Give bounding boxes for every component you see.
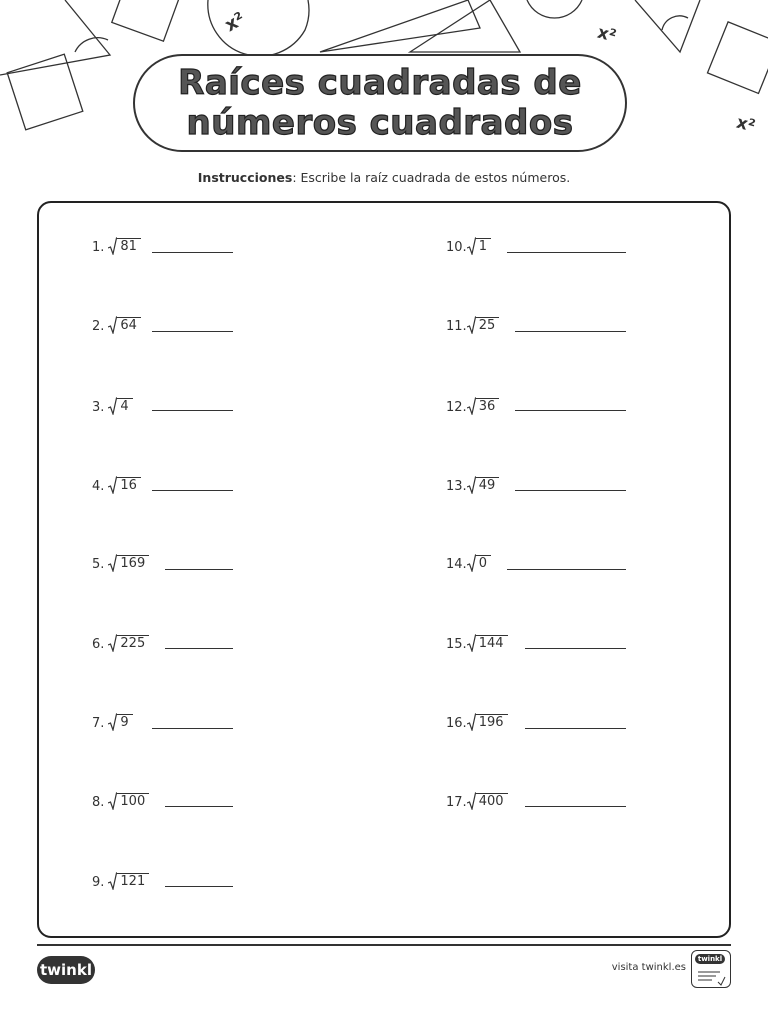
- question-item: [446, 632, 508, 652]
- answer-line[interactable]: [525, 728, 626, 729]
- radicand: 169: [117, 555, 149, 572]
- question-number: 11.: [446, 319, 467, 334]
- answer-line[interactable]: [165, 886, 233, 887]
- answer-line[interactable]: [507, 569, 626, 570]
- answer-line[interactable]: [152, 252, 233, 253]
- question-number: 2.: [92, 319, 105, 334]
- square-shape: [112, 0, 179, 41]
- square-root-icon: [467, 713, 508, 731]
- radicand: 225: [117, 635, 149, 652]
- question-item: [446, 790, 508, 810]
- question-number: 8.: [92, 795, 105, 810]
- radicand: 196: [476, 714, 508, 731]
- triangle-shape: [635, 0, 700, 52]
- radicand: 36: [476, 398, 500, 415]
- square-root-icon: [467, 237, 491, 255]
- circle-shape: [527, 0, 582, 18]
- radicand: 144: [476, 635, 508, 652]
- question-number: 15.: [446, 637, 467, 652]
- square-root-icon: [467, 316, 500, 334]
- radicand: 4: [117, 398, 132, 415]
- square-root-icon: [108, 237, 141, 255]
- title-banner: [133, 54, 627, 152]
- question-item: [92, 235, 141, 255]
- question-item: [92, 474, 141, 494]
- square-root-icon: [108, 554, 149, 572]
- square-root-icon: [108, 476, 141, 494]
- square-root-icon: [108, 397, 132, 415]
- quality-approved-badge-icon: [691, 950, 731, 988]
- radicand: 121: [117, 873, 149, 890]
- square-shape: [707, 22, 768, 94]
- question-item: [446, 235, 491, 255]
- radicand: 81: [117, 238, 141, 255]
- exponent-label: x²: [595, 22, 619, 47]
- radicand: 49: [476, 477, 500, 494]
- square-root-icon: [467, 634, 508, 652]
- answer-line[interactable]: [165, 806, 233, 807]
- square-root-icon: [467, 792, 508, 810]
- question-number: 14.: [446, 557, 467, 572]
- radicand: 16: [117, 477, 141, 494]
- answer-line[interactable]: [165, 569, 233, 570]
- question-number: 13.: [446, 479, 467, 494]
- answer-line[interactable]: [515, 410, 626, 411]
- square-root-icon: [467, 554, 491, 572]
- square-root-icon: [108, 713, 132, 731]
- answer-line[interactable]: [152, 728, 233, 729]
- question-number: 12.: [446, 400, 467, 415]
- answer-line[interactable]: [525, 806, 626, 807]
- twinkl-logo[interactable]: twinkl: [37, 956, 95, 984]
- page-title-line2: números cuadrados: [186, 103, 574, 143]
- question-number: 9.: [92, 875, 105, 890]
- square-root-icon: [108, 634, 149, 652]
- circle-arc-shape: [662, 16, 688, 30]
- radicand: 100: [117, 793, 149, 810]
- square-shape: [7, 54, 83, 130]
- question-number: 7.: [92, 716, 105, 731]
- radicand: 25: [476, 317, 500, 334]
- answer-line[interactable]: [165, 648, 233, 649]
- question-item: [92, 790, 149, 810]
- exponent-label: x²: [734, 112, 758, 137]
- radicand: 64: [117, 317, 141, 334]
- answer-line[interactable]: [515, 331, 626, 332]
- question-item: [446, 314, 499, 334]
- answer-line[interactable]: [152, 490, 233, 491]
- square-root-icon: [108, 316, 141, 334]
- radicand: 1: [476, 238, 491, 255]
- question-number: 1.: [92, 240, 105, 255]
- triangle-shape: [320, 0, 480, 52]
- exponent-label: x²: [221, 8, 249, 37]
- square-root-icon: [108, 792, 149, 810]
- visit-link[interactable]: visita twinkl.es: [611, 962, 686, 973]
- question-number: 16.: [446, 716, 467, 731]
- question-item: [92, 314, 141, 334]
- question-item: [446, 395, 499, 415]
- question-number: 10.: [446, 240, 467, 255]
- page-title-line1: Raíces cuadradas de: [178, 63, 582, 103]
- question-item: [92, 552, 149, 572]
- answer-line[interactable]: [515, 490, 626, 491]
- question-item: [446, 711, 508, 731]
- question-number: 3.: [92, 400, 105, 415]
- question-item: [92, 632, 149, 652]
- circle-shape: [208, 0, 309, 56]
- question-number: 4.: [92, 479, 105, 494]
- square-root-icon: [467, 397, 500, 415]
- badge-brand: twinkl: [695, 954, 725, 964]
- badge-scribble-icon: [696, 966, 726, 986]
- question-number: 6.: [92, 637, 105, 652]
- instructions: [0, 170, 768, 185]
- question-number: 17.: [446, 795, 467, 810]
- question-item: [446, 474, 499, 494]
- answer-line[interactable]: [525, 648, 626, 649]
- instructions-label: Instrucciones: [197, 170, 293, 185]
- square-root-icon: [467, 476, 500, 494]
- instructions-text: Escribe la raíz cuadrada de estos números.: [296, 170, 571, 185]
- radicand: 9: [117, 714, 132, 731]
- question-item: [92, 395, 133, 415]
- question-item: [92, 870, 149, 890]
- circle-arc-shape: [75, 38, 108, 52]
- answer-line[interactable]: [507, 252, 626, 253]
- answer-line[interactable]: [152, 410, 233, 411]
- instructions-separator: :: [292, 170, 297, 185]
- triangle-shape: [410, 0, 520, 52]
- footer-divider: [37, 944, 731, 946]
- answer-line[interactable]: [152, 331, 233, 332]
- square-root-icon: [108, 872, 149, 890]
- question-item: [92, 711, 133, 731]
- question-item: [446, 552, 491, 572]
- radicand: 0: [476, 555, 491, 572]
- radicand: 400: [476, 793, 508, 810]
- question-number: 5.: [92, 557, 105, 572]
